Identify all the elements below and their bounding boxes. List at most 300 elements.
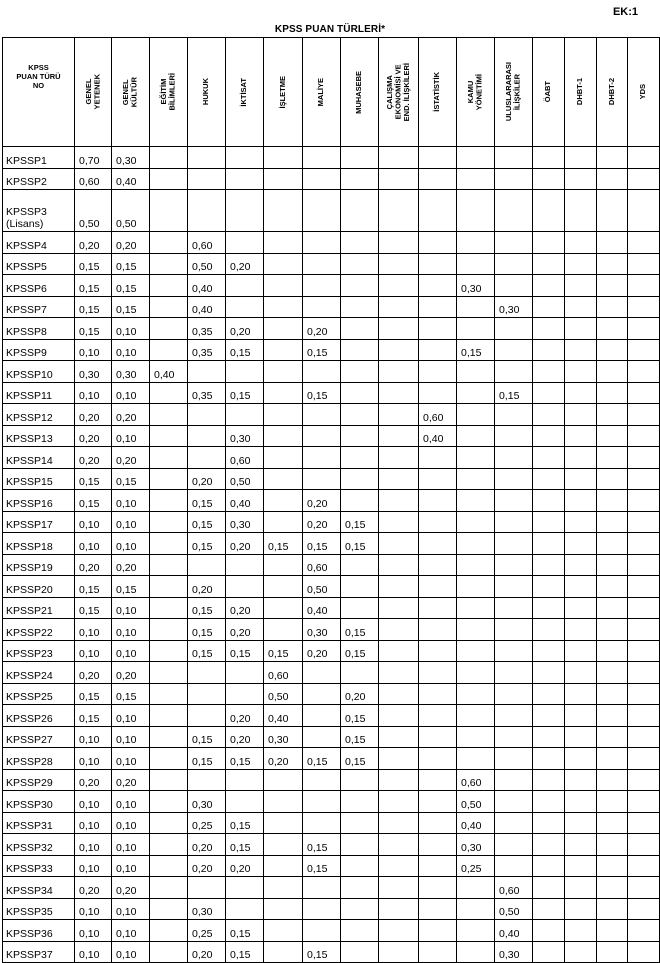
- weight-cell: [533, 576, 565, 598]
- weight-cell: [226, 877, 264, 899]
- table-row: [3, 275, 660, 297]
- weight-cell: [565, 662, 597, 684]
- weight-cell: [341, 404, 379, 426]
- weight-cell: 0,40: [150, 361, 188, 383]
- weight-cell: [597, 640, 628, 662]
- weight-cell: [226, 361, 264, 383]
- weight-cell: [457, 490, 495, 512]
- weight-cell: 0,20: [226, 619, 264, 641]
- weight-cell: 0,20: [112, 404, 150, 426]
- weight-cell: [533, 168, 565, 190]
- weight-cell: 0,15: [226, 339, 264, 361]
- weight-cell: [597, 726, 628, 748]
- weight-cell: [150, 533, 188, 555]
- weight-cell: [419, 683, 457, 705]
- weight-cell: 0,20: [75, 769, 112, 791]
- weight-cell: 0,15: [75, 468, 112, 490]
- weight-cell: [264, 147, 303, 169]
- weight-cell: [226, 791, 264, 813]
- weight-cell: [533, 834, 565, 856]
- weight-cell: [628, 705, 660, 727]
- weight-cell: [597, 834, 628, 856]
- table-row: [3, 683, 660, 705]
- weight-cell: 0,15: [188, 726, 226, 748]
- weight-cell: [341, 275, 379, 297]
- weight-cell: [264, 275, 303, 297]
- weight-cell: 0,10: [75, 812, 112, 834]
- weight-cell: [457, 726, 495, 748]
- weight-cell: 0,35: [188, 382, 226, 404]
- weight-cell: [264, 339, 303, 361]
- weight-cell: [597, 812, 628, 834]
- weight-cell: 0,10: [112, 597, 150, 619]
- weight-cell: 0,20: [303, 640, 341, 662]
- weight-cell: [303, 920, 341, 942]
- weight-cell: 0,15: [112, 253, 150, 275]
- weight-cell: 0,60: [457, 769, 495, 791]
- weight-cell: [419, 576, 457, 598]
- score-type-no: KPSSP25: [3, 683, 75, 705]
- weight-cell: [303, 726, 341, 748]
- weight-cell: 0,20: [264, 748, 303, 770]
- weight-cell: 0,60: [495, 877, 533, 899]
- table-row: [3, 490, 660, 512]
- weight-cell: 0,10: [75, 941, 112, 963]
- score-type-no: KPSSP4: [3, 232, 75, 254]
- score-types-table: [2, 37, 660, 963]
- weight-cell: [419, 941, 457, 963]
- weight-cell: [150, 748, 188, 770]
- weight-cell: [628, 748, 660, 770]
- score-type-no: KPSSP27: [3, 726, 75, 748]
- score-type-no: KPSSP16: [3, 490, 75, 512]
- weight-cell: [628, 296, 660, 318]
- weight-cell: [565, 275, 597, 297]
- weight-cell: [150, 275, 188, 297]
- weight-cell: [565, 920, 597, 942]
- score-type-no: KPSSP31: [3, 812, 75, 834]
- weight-cell: [495, 190, 533, 232]
- weight-cell: [597, 190, 628, 232]
- weight-cell: [379, 791, 419, 813]
- weight-cell: 0,10: [112, 490, 150, 512]
- weight-cell: 0,10: [112, 855, 150, 877]
- weight-cell: 0,20: [303, 511, 341, 533]
- weight-cell: [379, 877, 419, 899]
- weight-cell: [565, 640, 597, 662]
- weight-cell: [565, 318, 597, 340]
- weight-cell: [457, 920, 495, 942]
- weight-cell: 0,20: [226, 855, 264, 877]
- weight-cell: [264, 490, 303, 512]
- weight-cell: [533, 855, 565, 877]
- weight-cell: [379, 511, 419, 533]
- table-row: [3, 533, 660, 555]
- weight-cell: [533, 662, 565, 684]
- weight-cell: [188, 705, 226, 727]
- weight-cell: [597, 318, 628, 340]
- weight-cell: [150, 511, 188, 533]
- weight-cell: [597, 533, 628, 555]
- weight-cell: [419, 791, 457, 813]
- header-line: PUAN TÜRÜ: [16, 72, 61, 81]
- score-type-no: KPSSP24: [3, 662, 75, 684]
- weight-cell: [533, 382, 565, 404]
- weight-cell: 0,15: [303, 834, 341, 856]
- weight-cell: [565, 812, 597, 834]
- weight-cell: [226, 683, 264, 705]
- weight-cell: 0,40: [303, 597, 341, 619]
- weight-cell: [565, 382, 597, 404]
- weight-cell: [457, 748, 495, 770]
- weight-cell: [150, 554, 188, 576]
- weight-cell: [150, 576, 188, 598]
- weight-cell: [150, 168, 188, 190]
- weight-cell: [533, 447, 565, 469]
- weight-cell: [457, 382, 495, 404]
- weight-cell: [150, 662, 188, 684]
- weight-cell: [628, 834, 660, 856]
- weight-cell: [379, 447, 419, 469]
- weight-cell: [150, 382, 188, 404]
- weight-cell: [341, 920, 379, 942]
- weight-cell: 0,15: [75, 705, 112, 727]
- weight-cell: [188, 147, 226, 169]
- weight-cell: [565, 769, 597, 791]
- weight-cell: [597, 877, 628, 899]
- table-row: [3, 447, 660, 469]
- weight-cell: [188, 769, 226, 791]
- weight-cell: [264, 511, 303, 533]
- weight-cell: 0,40: [112, 168, 150, 190]
- weight-cell: 0,20: [75, 425, 112, 447]
- score-type-no: KPSSP12: [3, 404, 75, 426]
- weight-cell: 0,50: [264, 683, 303, 705]
- score-type-no: KPSSP34: [3, 877, 75, 899]
- weight-cell: 0,30: [112, 361, 150, 383]
- weight-cell: [341, 232, 379, 254]
- weight-cell: [150, 834, 188, 856]
- weight-cell: [565, 468, 597, 490]
- header-line: NO: [32, 81, 45, 90]
- weight-cell: [597, 683, 628, 705]
- weight-cell: [419, 361, 457, 383]
- weight-cell: [341, 898, 379, 920]
- weight-cell: [264, 920, 303, 942]
- weight-cell: [419, 190, 457, 232]
- weight-cell: [597, 597, 628, 619]
- column-header: [533, 38, 565, 147]
- weight-cell: [379, 296, 419, 318]
- weight-cell: 0,15: [112, 296, 150, 318]
- weight-cell: [419, 748, 457, 770]
- weight-cell: 0,40: [495, 920, 533, 942]
- weight-cell: [264, 253, 303, 275]
- weight-cell: [226, 554, 264, 576]
- weight-cell: 0,15: [75, 683, 112, 705]
- weight-cell: [565, 339, 597, 361]
- weight-cell: 0,10: [75, 640, 112, 662]
- weight-cell: [597, 253, 628, 275]
- column-header-label: HUKUK: [201, 78, 211, 106]
- weight-cell: 0,15: [303, 855, 341, 877]
- weight-cell: 0,15: [303, 382, 341, 404]
- weight-cell: 0,15: [75, 275, 112, 297]
- weight-cell: [597, 511, 628, 533]
- weight-cell: 0,20: [226, 705, 264, 727]
- weight-cell: [457, 425, 495, 447]
- weight-cell: [495, 404, 533, 426]
- weight-cell: 0,20: [112, 447, 150, 469]
- weight-cell: [419, 490, 457, 512]
- weight-cell: 0,20: [112, 877, 150, 899]
- weight-cell: 0,20: [188, 834, 226, 856]
- column-header: [75, 38, 112, 147]
- table-row: [3, 769, 660, 791]
- weight-cell: [565, 597, 597, 619]
- weight-cell: [419, 253, 457, 275]
- score-type-no: KPSSP30: [3, 791, 75, 813]
- weight-cell: 0,15: [75, 576, 112, 598]
- column-header: [112, 38, 150, 147]
- weight-cell: [628, 920, 660, 942]
- weight-cell: [188, 168, 226, 190]
- weight-cell: [495, 339, 533, 361]
- weight-cell: [565, 705, 597, 727]
- weight-cell: [419, 275, 457, 297]
- weight-cell: [264, 425, 303, 447]
- weight-cell: [628, 576, 660, 598]
- weight-cell: [264, 597, 303, 619]
- score-type-no: KPSSP21: [3, 597, 75, 619]
- weight-cell: [457, 296, 495, 318]
- weight-cell: 0,40: [264, 705, 303, 727]
- weight-cell: [419, 511, 457, 533]
- score-type-no: KPSSP17: [3, 511, 75, 533]
- weight-cell: [565, 447, 597, 469]
- weight-cell: 0,30: [188, 791, 226, 813]
- weight-cell: [628, 511, 660, 533]
- weight-cell: [457, 597, 495, 619]
- table-row: [3, 812, 660, 834]
- weight-cell: [495, 855, 533, 877]
- weight-cell: 0,30: [495, 941, 533, 963]
- weight-cell: [303, 683, 341, 705]
- weight-cell: 0,50: [457, 791, 495, 813]
- weight-cell: 0,15: [112, 468, 150, 490]
- weight-cell: [597, 662, 628, 684]
- weight-cell: [150, 705, 188, 727]
- column-header-label: DHBT-2: [606, 78, 616, 106]
- weight-cell: 0,15: [341, 705, 379, 727]
- weight-cell: [628, 447, 660, 469]
- weight-cell: 0,20: [226, 318, 264, 340]
- weight-cell: [150, 597, 188, 619]
- weight-cell: [457, 361, 495, 383]
- column-header-label: KAMU YÖNETİMİ: [466, 73, 484, 111]
- weight-cell: [597, 554, 628, 576]
- weight-cell: [150, 812, 188, 834]
- weight-cell: [628, 468, 660, 490]
- weight-cell: [628, 619, 660, 641]
- weight-cell: [533, 726, 565, 748]
- weight-cell: [341, 468, 379, 490]
- weight-cell: 0,15: [188, 748, 226, 770]
- weight-cell: [150, 339, 188, 361]
- weight-cell: 0,10: [112, 834, 150, 856]
- weight-cell: [419, 769, 457, 791]
- table-row: [3, 147, 660, 169]
- weight-cell: [565, 683, 597, 705]
- weight-cell: [150, 253, 188, 275]
- weight-cell: [495, 576, 533, 598]
- weight-cell: [264, 812, 303, 834]
- weight-cell: [303, 168, 341, 190]
- weight-cell: [419, 855, 457, 877]
- weight-cell: [565, 898, 597, 920]
- weight-cell: [495, 447, 533, 469]
- score-type-no: KPSSP15: [3, 468, 75, 490]
- weight-cell: 0,15: [188, 640, 226, 662]
- weight-cell: 0,20: [75, 404, 112, 426]
- weight-cell: [188, 190, 226, 232]
- weight-cell: [226, 275, 264, 297]
- weight-cell: 0,15: [226, 748, 264, 770]
- table-row: [3, 190, 660, 232]
- weight-cell: [379, 232, 419, 254]
- weight-cell: [341, 877, 379, 899]
- weight-cell: [565, 190, 597, 232]
- weight-cell: [150, 941, 188, 963]
- weight-cell: [341, 318, 379, 340]
- weight-cell: [533, 554, 565, 576]
- weight-cell: [457, 404, 495, 426]
- weight-cell: [188, 877, 226, 899]
- weight-cell: [379, 382, 419, 404]
- weight-cell: [419, 339, 457, 361]
- weight-cell: [264, 404, 303, 426]
- weight-cell: [150, 791, 188, 813]
- weight-cell: 0,10: [112, 619, 150, 641]
- weight-cell: [565, 253, 597, 275]
- weight-cell: [628, 812, 660, 834]
- weight-cell: 0,30: [303, 619, 341, 641]
- table-row: [3, 877, 660, 899]
- weight-cell: [226, 576, 264, 598]
- weight-cell: [264, 791, 303, 813]
- table-row: [3, 232, 660, 254]
- weight-cell: [379, 662, 419, 684]
- table-row: [3, 318, 660, 340]
- weight-cell: 0,30: [112, 147, 150, 169]
- weight-cell: [226, 404, 264, 426]
- table-row: [3, 404, 660, 426]
- weight-cell: 0,15: [341, 533, 379, 555]
- weight-cell: [533, 147, 565, 169]
- weight-cell: [341, 296, 379, 318]
- weight-cell: 0,10: [112, 920, 150, 942]
- weight-cell: [565, 941, 597, 963]
- weight-cell: [264, 855, 303, 877]
- weight-cell: [533, 361, 565, 383]
- weight-cell: [597, 404, 628, 426]
- weight-cell: [379, 619, 419, 641]
- weight-cell: [303, 898, 341, 920]
- weight-cell: 0,15: [341, 748, 379, 770]
- weight-cell: [150, 318, 188, 340]
- weight-cell: [628, 855, 660, 877]
- weight-cell: [495, 511, 533, 533]
- weight-cell: [533, 705, 565, 727]
- weight-cell: [495, 253, 533, 275]
- weight-cell: [565, 296, 597, 318]
- weight-cell: [533, 640, 565, 662]
- weight-cell: [597, 168, 628, 190]
- weight-cell: 0,15: [264, 533, 303, 555]
- weight-cell: [495, 490, 533, 512]
- weight-cell: [341, 855, 379, 877]
- weight-cell: 0,15: [303, 533, 341, 555]
- weight-cell: [419, 898, 457, 920]
- weight-cell: 0,30: [457, 275, 495, 297]
- weight-cell: [628, 662, 660, 684]
- weight-cell: [150, 190, 188, 232]
- weight-cell: 0,35: [188, 318, 226, 340]
- weight-cell: [264, 168, 303, 190]
- weight-cell: 0,20: [303, 490, 341, 512]
- weight-cell: [341, 490, 379, 512]
- weight-cell: [495, 748, 533, 770]
- table-row: [3, 382, 660, 404]
- weight-cell: [597, 275, 628, 297]
- score-type-no: KPSSP5: [3, 253, 75, 275]
- weight-cell: 0,20: [75, 877, 112, 899]
- weight-cell: [597, 941, 628, 963]
- weight-cell: [565, 168, 597, 190]
- weight-cell: 0,15: [264, 640, 303, 662]
- weight-cell: [457, 877, 495, 899]
- weight-cell: [264, 941, 303, 963]
- weight-cell: 0,15: [226, 920, 264, 942]
- weight-cell: [419, 447, 457, 469]
- weight-cell: [533, 339, 565, 361]
- weight-cell: 0,20: [112, 554, 150, 576]
- weight-cell: [303, 361, 341, 383]
- column-header: [226, 38, 264, 147]
- weight-cell: [495, 834, 533, 856]
- weight-cell: 0,10: [112, 705, 150, 727]
- weight-cell: [226, 662, 264, 684]
- column-header-label: İŞLETME: [277, 75, 287, 109]
- weight-cell: 0,40: [226, 490, 264, 512]
- weight-cell: 0,10: [75, 726, 112, 748]
- column-header: [457, 38, 495, 147]
- weight-cell: [628, 404, 660, 426]
- weight-cell: [303, 404, 341, 426]
- weight-cell: 0,15: [303, 941, 341, 963]
- weight-cell: 0,20: [188, 468, 226, 490]
- weight-cell: [419, 147, 457, 169]
- weight-cell: [419, 468, 457, 490]
- weight-cell: 0,15: [75, 597, 112, 619]
- weight-cell: [226, 898, 264, 920]
- weight-cell: [264, 898, 303, 920]
- weight-cell: [150, 425, 188, 447]
- weight-cell: [379, 726, 419, 748]
- weight-cell: [565, 834, 597, 856]
- table-row: [3, 791, 660, 813]
- weight-cell: [597, 920, 628, 942]
